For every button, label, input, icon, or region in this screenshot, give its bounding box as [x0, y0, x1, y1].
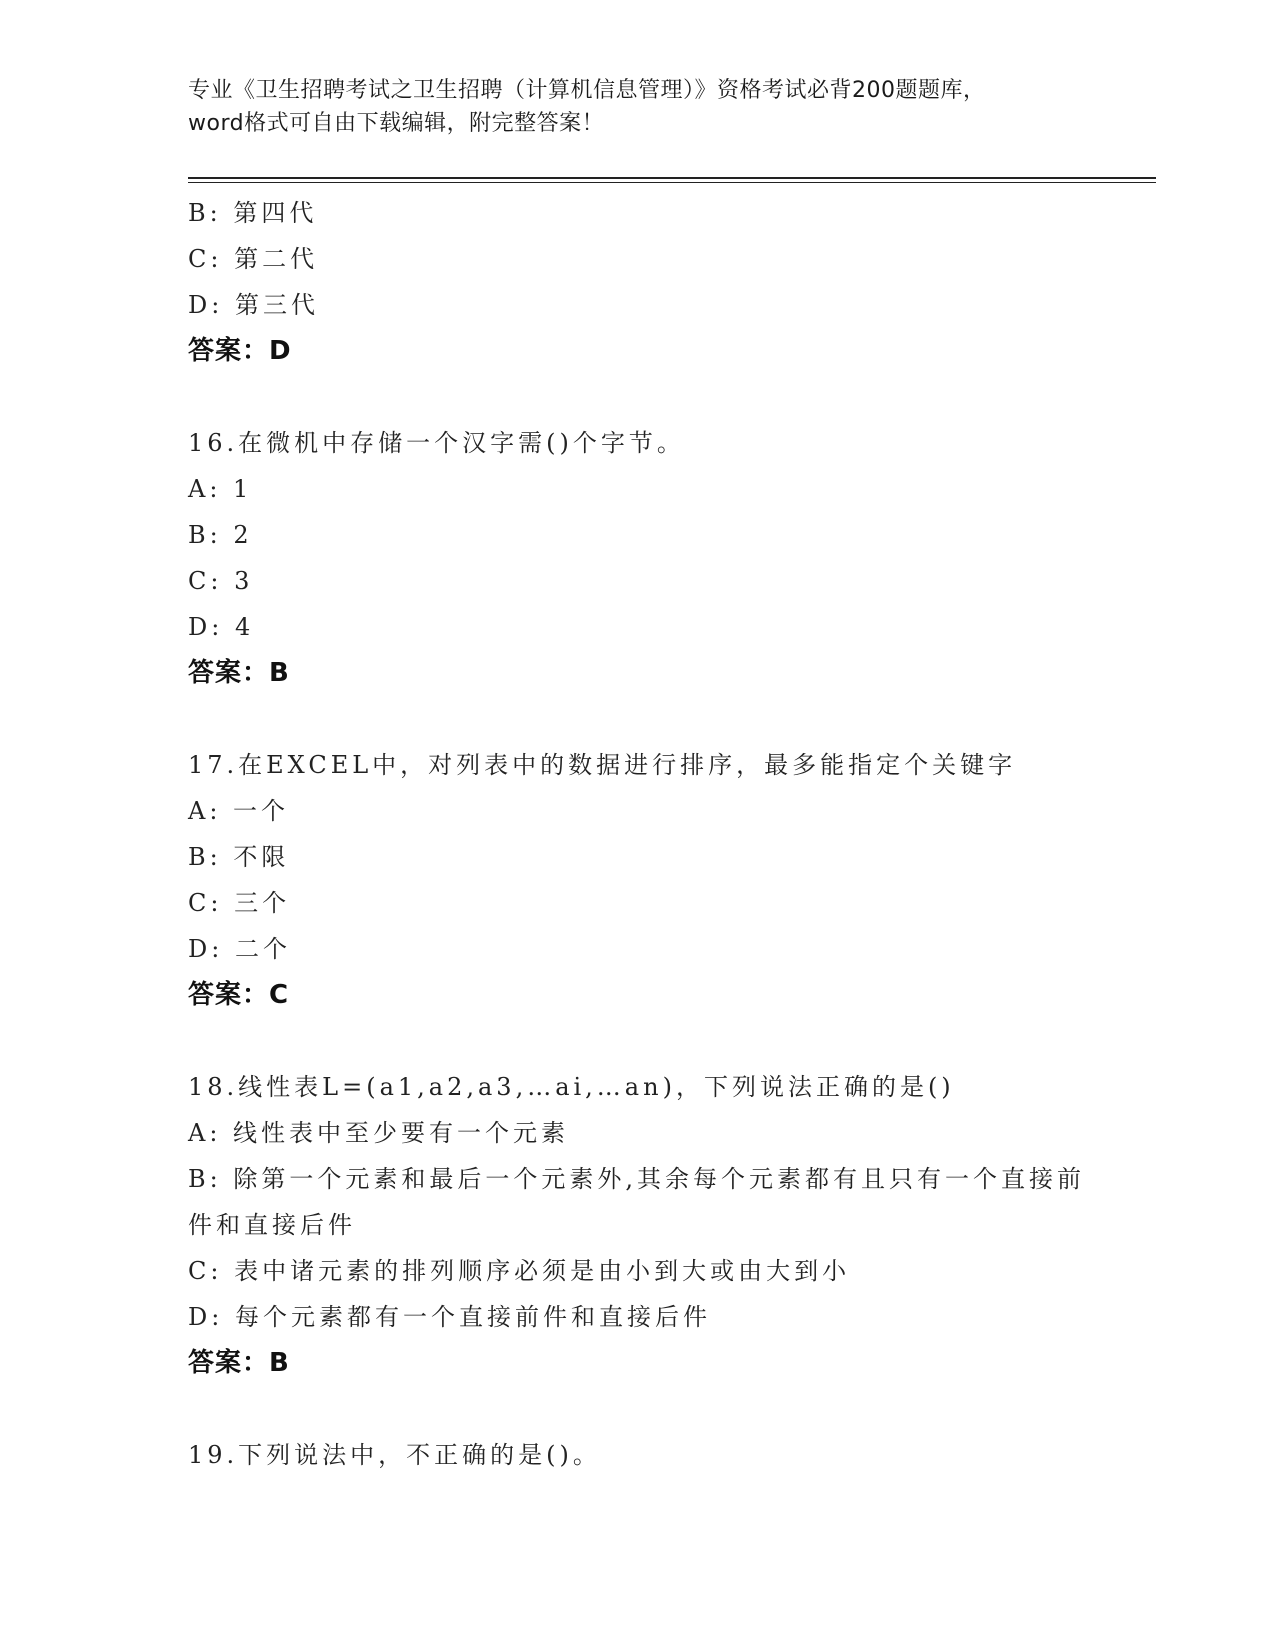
document-header: [188, 74, 1088, 140]
question-stem: 19.下列说法中，不正确的是()。: [188, 1441, 601, 1469]
question-block-18: [188, 1064, 1088, 1386]
option-b: B: 不限: [188, 843, 290, 871]
header-title-line-1: 专业《卫生招聘考试之卫生招聘（计算机信息管理）》资格考试必背200题题库，: [188, 78, 986, 103]
option-a: A: 线性表中至少要有一个元素: [188, 1119, 570, 1147]
option-d: D: 二个: [188, 935, 291, 963]
option-d: D: 第三代: [188, 291, 319, 319]
answer-label: 答案：B: [188, 1348, 290, 1378]
question-block-15: [188, 190, 1088, 374]
header-divider-thin: [188, 182, 1156, 183]
question-block-19: [188, 1432, 1088, 1478]
header-title-line-2: word格式可自由下载编辑，附完整答案！: [188, 111, 605, 136]
answer-label: 答案：C: [188, 980, 290, 1010]
option-b: B: 第四代: [188, 199, 318, 227]
spacer: [188, 696, 1088, 742]
option-d: D: 每个元素都有一个直接前件和直接后件: [188, 1303, 711, 1331]
header-divider-thick: [188, 177, 1156, 179]
question-block-16: [188, 420, 1088, 696]
option-c: C: 表中诸元素的排列顺序必须是由小到大或由大到小: [188, 1257, 851, 1285]
option-b: B: 除第一个元素和最后一个元素外,其余每个元素都有且只有一个直接前件和直接后件: [188, 1165, 1085, 1239]
answer-label: 答案：D: [188, 336, 292, 366]
option-c: C: 三个: [188, 889, 291, 917]
question-stem: 17.在EXCEL中，对列表中的数据进行排序，最多能指定个关键字: [188, 751, 1017, 779]
option-d: D: 4: [188, 613, 255, 641]
option-b: B: 2: [188, 521, 253, 549]
option-a: A: 一个: [188, 797, 290, 825]
question-block-17: [188, 742, 1088, 1018]
spacer: [188, 374, 1088, 420]
answer-label: 答案：B: [188, 658, 290, 688]
question-list: [188, 190, 1088, 1478]
option-a: A: 1: [188, 475, 253, 503]
option-c: C: 3: [188, 567, 254, 595]
spacer: [188, 1386, 1088, 1432]
spacer: [188, 1018, 1088, 1064]
question-stem: 18.线性表L=(a1,a2,a3,…ai,…an)，下列说法正确的是(): [188, 1073, 955, 1101]
question-stem: 16.在微机中存储一个汉字需()个字节。: [188, 429, 685, 457]
option-c: C: 第二代: [188, 245, 319, 273]
